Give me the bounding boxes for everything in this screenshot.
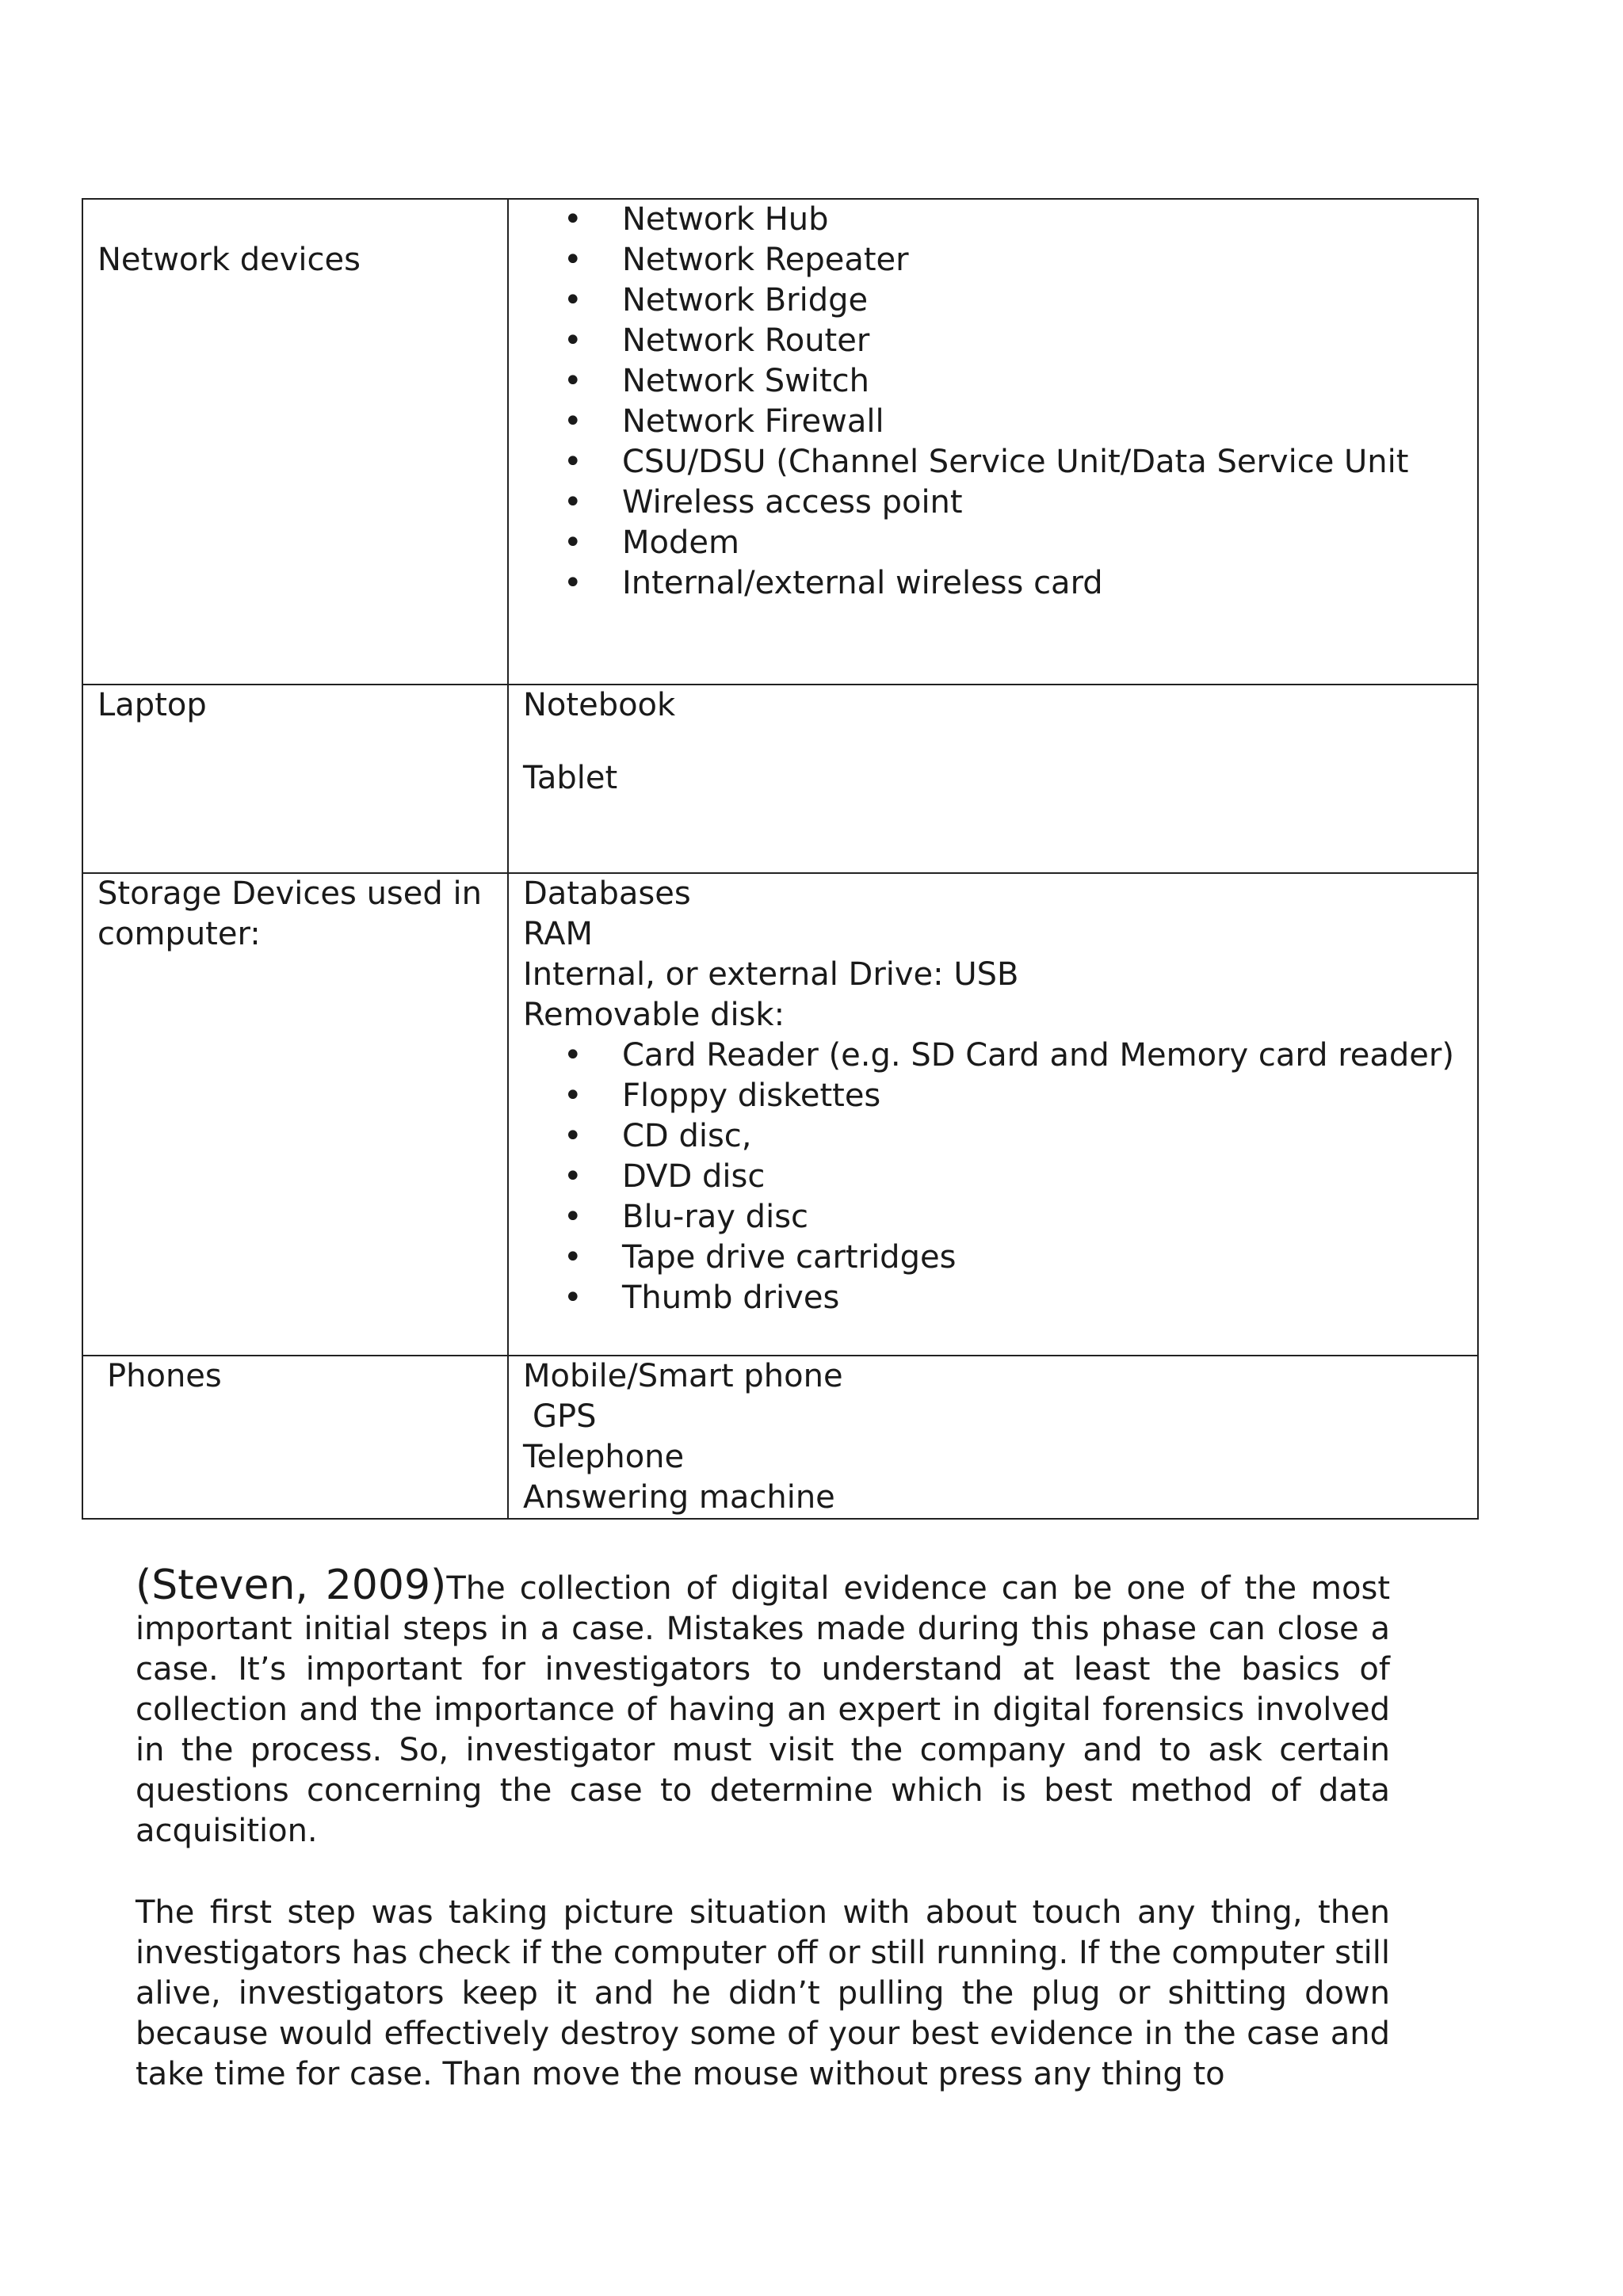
paragraph-text: The first step was taking picture situation with about touch any thing, then investigators has check if the computer off or still running. If the computer still alive, investigators keep it and he didn’t pulling the plug or shitting down because would effectively destroy some of your best evidence in the case and take time for case. Than move the mouse without press any thing to <box>136 1894 1390 2092</box>
list-item: • Network Firewall <box>609 402 1463 442</box>
list-item: • Tape drive cartridges <box>609 1238 1463 1278</box>
item-text: RAM <box>523 916 594 952</box>
list-item: • Wireless access point <box>609 482 1463 523</box>
item-text: Tablet <box>523 760 618 796</box>
items-cell <box>508 1356 1478 1519</box>
item-text: Removable disk: <box>523 997 785 1033</box>
paragraph-text: The collection of digital evidence can be one of the most important initial steps in a case. Mistakes made during this phase can close a case. It’s important for investigators to understand at least the basics of collection and the importance of having an expert in digital forensics involved in the process. So, investigator must visit the company and to ask certain questions concerning the case to determine which is best method of data acquisition. <box>136 1570 1390 1849</box>
list-item: • Network Switch <box>609 361 1463 402</box>
bullet-list <box>523 1035 1463 1318</box>
table-row <box>82 685 1478 873</box>
list-item: • CSU/DSU (Channel Service Unit/Data Service Unit <box>609 442 1463 482</box>
list-item: • Network Hub <box>609 200 1463 240</box>
list-item: • Network Bridge <box>609 280 1463 321</box>
category-cell <box>82 873 508 1356</box>
list-item: • DVD disc <box>609 1157 1463 1197</box>
items-cell <box>508 873 1478 1356</box>
list-item: • Blu-ray disc <box>609 1197 1463 1238</box>
item-text: Internal, or external Drive: USB <box>523 956 1019 993</box>
table-row <box>82 1356 1478 1519</box>
category-label: Laptop <box>97 687 207 723</box>
list-item: • Network Router <box>609 321 1463 361</box>
citation: (Steven, 2009) <box>136 1562 447 1609</box>
category-label: Phones <box>107 1358 222 1394</box>
table-row <box>82 873 1478 1356</box>
table-row <box>82 199 1478 685</box>
item-text: Mobile/Smart phone <box>523 1358 843 1394</box>
category-cell <box>82 1356 508 1519</box>
category-cell <box>82 199 508 685</box>
bullet-list <box>523 200 1463 604</box>
list-item: • Floppy diskettes <box>609 1076 1463 1116</box>
item-text: Answering machine <box>523 1479 835 1516</box>
list-item: • Internal/external wireless card <box>609 563 1463 604</box>
category-cell <box>82 685 508 873</box>
list-item: • Thumb drives <box>609 1278 1463 1318</box>
category-label: Network devices <box>97 242 361 278</box>
items-cell <box>508 199 1478 685</box>
list-item: • Network Repeater <box>609 240 1463 280</box>
list-item: • Modem <box>609 523 1463 563</box>
item-text: Telephone <box>523 1439 685 1475</box>
item-text: GPS <box>533 1398 597 1435</box>
item-text: Databases <box>523 875 691 912</box>
device-table <box>82 198 1479 1520</box>
body-paragraph <box>136 1893 1390 2095</box>
list-item: • Card Reader (e.g. SD Card and Memory card reader) <box>609 1035 1463 1076</box>
category-label: Storage Devices used in computer: <box>97 875 482 952</box>
list-item: • CD disc, <box>609 1116 1463 1157</box>
item-text: Notebook <box>523 687 676 723</box>
body-paragraph <box>136 1562 1390 1852</box>
items-cell <box>508 685 1478 873</box>
